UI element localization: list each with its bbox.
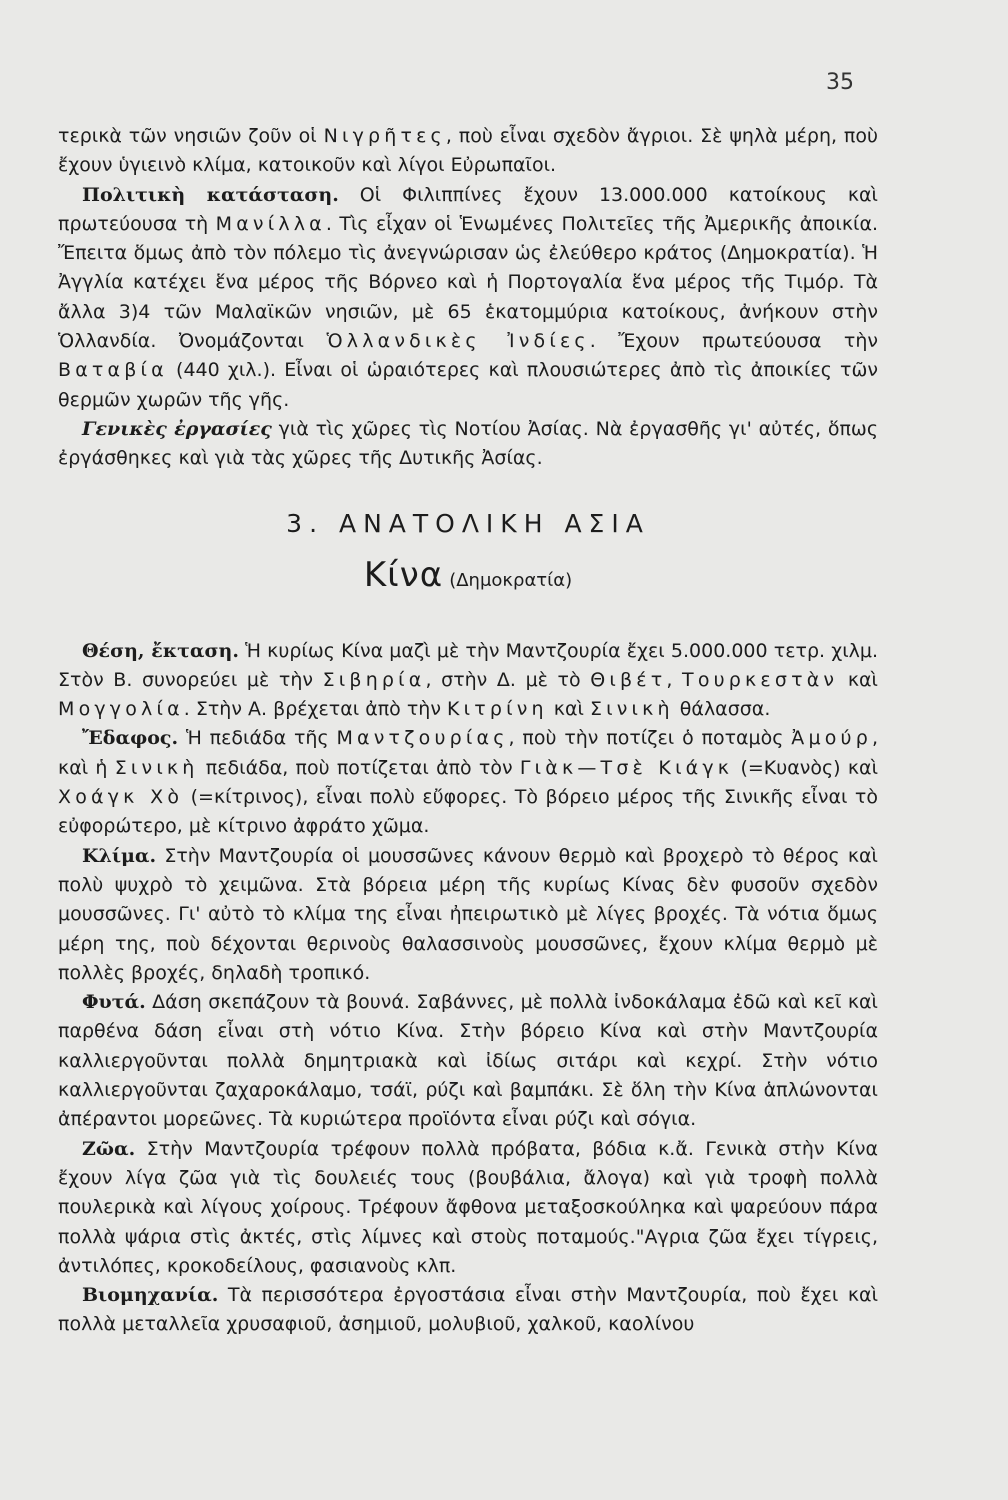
text-run: . Ἔχουν πρωτεύουσα τὴν bbox=[589, 330, 878, 353]
spaced-term: Νιγρῆτες bbox=[323, 125, 446, 147]
paragraph-lead: Πολιτικὴ κατάσταση. bbox=[82, 183, 339, 206]
paragraph-industry bbox=[58, 1281, 878, 1340]
section-heading: 3. ΑΝΑΤΟΛΙΚΗ ΑΣΙΑ bbox=[286, 508, 650, 538]
paragraph-terrain bbox=[58, 724, 878, 841]
paragraph-plants bbox=[58, 988, 878, 1134]
spaced-term: Τουρκεστὰν bbox=[682, 668, 839, 691]
intro-paragraph-political bbox=[58, 181, 878, 415]
spaced-term: Μαντζουρίας bbox=[336, 727, 509, 750]
spaced-term: Ὁλλανδικὲς Ἰνδίες bbox=[326, 330, 590, 353]
spaced-term: Σινικὴ bbox=[114, 756, 199, 779]
spaced-term: Χοάγκ Χὸ bbox=[58, 786, 184, 809]
text-run: Στὴν Μαντζουρία οἱ μουσσῶνες κάνουν θερμὸ καὶ βροχερὸ τὸ θέρος καὶ πολὺ ψυχρὸ τὸ χειμῶνα. Στὰ βόρεια μέρη τῆς κυρίως Κίνας δὲν φυσοῦν σχεδὸν μουσσῶνες. Γι' αὐτὸ τὸ κλίμα της εἶναι ἠπειρωτικὸ μὲ λίγες βροχές. Τὰ νότια ὅμως μέρη της, ποὺ δέχονται θερινοὺς θαλασσινοὺς μουσσῶνες, ἔχουν κλίμα θερμὸ μὲ πολλὲς βροχές, δηλαδὴ τροπικό. bbox=[58, 844, 878, 984]
page-content bbox=[58, 122, 878, 1340]
text-run: (440 χιλ.). Εἶναι οἱ ὡραιότερες καὶ πλουσιώτερες ἀπὸ τὶς ἀποικίες τῶν θερμῶν χωρῶν τῆς γῆς. bbox=[58, 359, 878, 411]
paragraph-lead: Βιομηχανία. bbox=[82, 1284, 219, 1307]
paragraph-lead: Ζῶα. bbox=[82, 1137, 136, 1160]
text-run: Ἡ πεδιάδα τῆς bbox=[178, 727, 337, 750]
country-subheading bbox=[58, 555, 878, 601]
spaced-term: Βαταβία bbox=[58, 359, 168, 382]
spaced-term: Σινικὴ bbox=[589, 698, 674, 721]
spaced-term: Μανίλλα bbox=[215, 212, 326, 235]
text-run: . Στὴν Α. βρέχεται ἀπὸ τὴν bbox=[183, 698, 447, 721]
text-run: καὶ bbox=[547, 698, 590, 721]
text-run: , καὶ ἡ bbox=[58, 727, 878, 779]
text-run: (=Κυανὸς) καὶ bbox=[733, 756, 879, 779]
spaced-term: Σιβηρία bbox=[322, 668, 426, 691]
intro-paragraph-exercises bbox=[58, 415, 878, 474]
country-note: (Δημοκρατία) bbox=[449, 569, 573, 591]
text-run: , στὴν Δ. μὲ τὸ bbox=[425, 668, 591, 691]
text-run: τερικὰ τῶν νησιῶν ζοῦν οἱ bbox=[58, 125, 324, 147]
text-run: , bbox=[666, 668, 683, 691]
text-run: Οἱ Φιλιππίνες ἔχουν 13.000.000 κατοίκους καὶ πρωτεύουσα τὴ bbox=[58, 183, 878, 235]
paragraph-climate bbox=[58, 842, 878, 988]
spaced-term: Γιὰκ—Τσὲ Κιάγκ bbox=[519, 756, 734, 779]
text-run: Τὰ περισσότερα ἐργοστάσια εἶναι στὴν Μαντζουρία, ποὺ ἔχει καὶ πολλὰ μεταλλεῖα χρυσαφιοῦ, ἀσημιοῦ, μολυβιοῦ, χαλκοῦ, καολίνου bbox=[58, 1284, 878, 1336]
spaced-term: Θιβέτ bbox=[590, 668, 667, 691]
paragraph-lead: Θέση, ἔκταση. bbox=[82, 639, 239, 662]
paragraph-lead: Φυτά. bbox=[82, 991, 146, 1014]
text-run: καὶ bbox=[838, 668, 878, 691]
paragraph-position bbox=[58, 637, 878, 725]
paragraph-lead: Γενικὲς ἐργασίες bbox=[82, 417, 272, 440]
text-run: γιὰ τὶς χῶρες τὶς Νοτίου Ἀσίας. Νὰ ἐργασθῆς γι' αὐτές, ὅπως ἐργάσθηκες καὶ γιὰ τὰς χῶρες τῆς Δυτικῆς Ἀσίας. bbox=[58, 417, 878, 470]
intro-paragraph-1 bbox=[58, 122, 878, 181]
text-run: πεδιάδα, ποὺ ποτίζεται ἀπὸ τὸν bbox=[198, 756, 520, 779]
text-run: . Τὶς εἶχαν οἱ Ἑνωμένες Πολιτεῖες τῆς Ἀμερικῆς ἀποικία. Ἔπειτα ὅμως ἀπὸ τὸν πόλεμο τὶς ἀνεγνώρισαν ὡς ἐλεύθερο κράτος (Δημοκρατία). Ἡ Ἀγγλία κατέχει ἕνα μέρος τῆς Βόρνεο καὶ ἡ Πορτογαλία ἕνα μέρος τῆς Τιμόρ. Τὰ ἄλλα 3)4 τῶν Μαλαϊκῶν νησιῶν, μὲ 65 ἑκατομμύρια κατοίκους, ἀνήκουν στὴν Ὁλλανδία. Ὀνομάζονται bbox=[58, 212, 879, 353]
text-run: (=κίτρινος), εἶναι πολὺ εὔφορες. Τὸ βόρειο μέρος τῆς Σινικῆς εἶναι τὸ εὐφορώτερο, μὲ κίτρινο ἀφράτο χῶμα. bbox=[58, 786, 878, 838]
paragraph-animals bbox=[58, 1135, 878, 1281]
text-run: Στὴν Μαντζουρία τρέφουν πολλὰ πρόβατα, βόδια κ.ἄ. Γενικὰ στὴν Κίνα ἔχουν λίγα ζῶα γιὰ τὶς δουλειές τους (βουβάλια, ἄλογα) καὶ γιὰ τροφὴ πολλὰ πουλερικὰ καὶ λίγους χοίρους. Τρέφουν ἄφθονα μεταξοσκούληκα καὶ ψαρεύουν πάρα πολλὰ ψάρια στὶς ἀκτές, στὶς λίμνες καὶ στοὺς ποταμούς."Αγρια ζῶα ἔχει τίγρεις, ἀντιλόπες, κροκοδείλους, φασιανοὺς κλπ. bbox=[58, 1137, 878, 1277]
text-run: Ἡ κυρίως Κίνα μαζὶ μὲ τὴν Μαντζουρία ἔχει 5.000.000 τετρ. χιλμ. Στὸν Β. συνορεύει μὲ τὴν bbox=[58, 639, 878, 691]
text-run: , ποὺ εἶναι σχεδὸν ἄγριοι. Σὲ ψηλὰ μέρη, ποὺ ἔχουν ὑγιεινὸ κλίμα, κατοικοῦν καὶ λίγοι Εὐρωπαῖοι. bbox=[58, 125, 878, 177]
paragraph-lead: Ἔδαφος. bbox=[82, 727, 179, 750]
paragraph-lead: Κλίμα. bbox=[82, 844, 157, 867]
text-run: , ποὺ τὴν ποτίζει ὁ ποταμὸς bbox=[508, 727, 792, 750]
text-run: Δάση σκεπάζουν τὰ βουνά. Σαβάννες, μὲ πολλὰ ἰνδοκάλαμα ἐδῶ καὶ κεῖ καὶ παρθένα δάση εἶναι στὴ νότιο Κίνα. Στὴν βόρειο Κίνα καὶ στὴν Μαντζουρία καλλιεργοῦνται πολλὰ δημητριακὰ καὶ ἰδίως σιτάρι καὶ κεχρί. Στὴν νότιο καλλιεργοῦνται ζαχαροκάλαμο, τσάϊ, ρύζι καὶ βαμπάκι. Σὲ ὅλη τὴν Κίνα ἁπλώνονται ἀπέραντοι μορεῶνες. Τὰ κυριώτερα προϊόντα εἶναι ρύζι καὶ σόγια. bbox=[58, 991, 878, 1131]
spaced-term: Κιτρίνη bbox=[446, 698, 548, 721]
country-name: Κίνα bbox=[363, 554, 444, 595]
page-number: 35 bbox=[826, 70, 854, 95]
spaced-term: Μογγολία bbox=[58, 698, 184, 721]
text-run: θάλασσα. bbox=[673, 698, 771, 721]
spaced-term: Ἀμούρ bbox=[791, 727, 872, 750]
